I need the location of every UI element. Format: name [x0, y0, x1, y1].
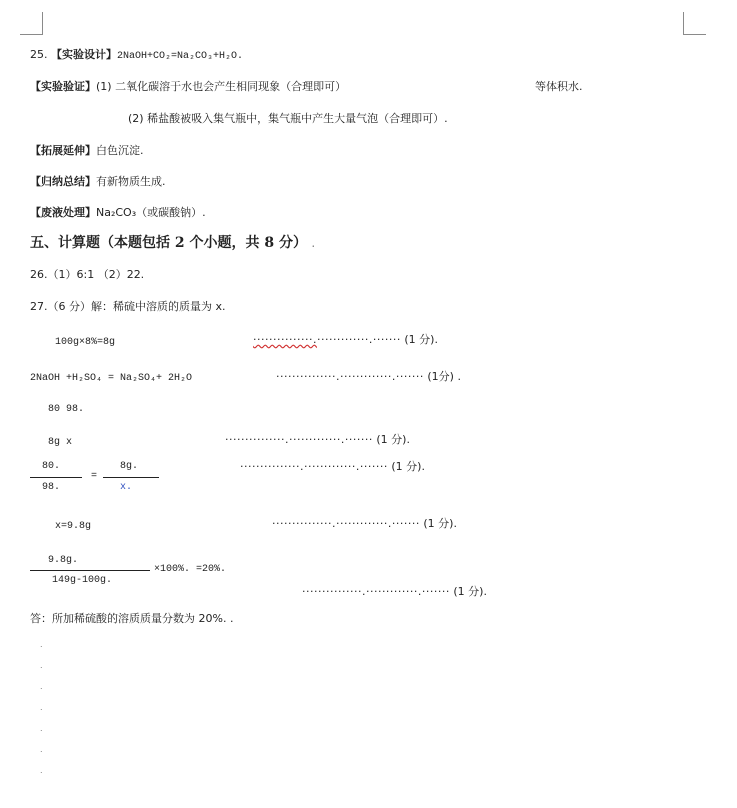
q25-design-text: 2NaOH+CO₂=Na₂CO₃+H₂O.	[117, 51, 244, 62]
leader-dots: ···············.	[225, 433, 289, 446]
q27-given-values: 8g x	[48, 437, 73, 448]
leader-dots: ·······	[391, 517, 420, 530]
paragraph-mark: .	[40, 745, 43, 754]
paragraph-mark: .	[311, 239, 315, 249]
q25-extend-line	[30, 144, 144, 158]
pct-tail: ×100%. =20%.	[154, 564, 227, 575]
q26-answer: 26.（1）6:1 （2）22.	[30, 268, 145, 281]
ratio-right-denominator: x.	[120, 482, 133, 493]
paragraph-mark: .	[40, 661, 43, 670]
q25-verify-line-2: (2) 稀盐酸被吸入集气瓶中，集气瓶中产生大量气泡（合理即可）.	[128, 112, 448, 125]
q25-number: 25.	[30, 48, 48, 61]
pct-bar	[30, 570, 150, 571]
q27-score-row-5	[272, 517, 457, 531]
ratio-left-numerator: 80.	[42, 461, 61, 472]
q27-score-row-4	[240, 460, 425, 474]
q25-waste-label: 【废液处理】	[30, 206, 96, 219]
leader-dots: ···············.	[240, 460, 304, 473]
q25-extend-label: 【拓展延伸】	[30, 144, 96, 157]
q25-verify-line-1	[30, 80, 346, 94]
score-label: (1 分).	[404, 333, 438, 346]
leader-dots: ·············.	[339, 370, 396, 383]
q27-result: x=9.8g	[55, 521, 92, 532]
score-label: (1分) .	[427, 370, 461, 383]
ratio-equals: =	[91, 471, 98, 482]
q27-score-row-2	[276, 370, 461, 384]
q25-verify-label: 【实验验证】	[30, 80, 96, 93]
leader-dots: ···············.	[302, 585, 366, 598]
leader-dots: ···············.	[276, 370, 340, 383]
score-label: (1 分).	[453, 585, 487, 598]
leader-dots: ···············.	[272, 517, 336, 530]
ratio-right-numerator: 8g.	[120, 461, 139, 472]
q25-summary-label: 【归纳总结】	[30, 175, 96, 188]
score-label: (1 分).	[376, 433, 410, 446]
leader-dots: ·······	[395, 370, 424, 383]
q25-verify-1: (1) 二氧化碳溶于水也会产生相同现象（合理即可）	[96, 80, 347, 93]
q25-design-line	[30, 48, 243, 64]
leader-dots: ·············.	[303, 460, 360, 473]
paragraph-mark: .	[40, 766, 43, 775]
q25-summary-line	[30, 175, 166, 189]
ratio-right-bar	[103, 477, 159, 478]
ratio-left-bar	[30, 477, 82, 478]
pct-denominator: 149g-100g.	[52, 575, 113, 586]
paragraph-mark: .	[40, 724, 43, 733]
leader-dots: ·············.	[365, 585, 422, 598]
score-label: (1 分).	[423, 517, 457, 530]
page-corner-top-left	[20, 12, 43, 35]
score-label: (1 分).	[391, 460, 425, 473]
q27-intro: 27.（6 分）解：稀硫中溶质的质量为 x.	[30, 300, 226, 313]
leader-dots: ·············.	[288, 433, 345, 446]
leader-dots: ·············.	[335, 517, 392, 530]
q27-final-answer: 答：所加稀硫酸的溶质质量分数为 20%. .	[30, 612, 234, 625]
q27-equation: 2NaOH +H₂SO₄ = Na₂SO₄+ 2H₂O	[30, 373, 193, 384]
paragraph-mark: .	[40, 640, 43, 649]
q27-score-row-3	[225, 433, 410, 447]
leader-dots: ·······	[372, 333, 401, 346]
pct-numerator: 9.8g.	[48, 555, 79, 566]
leader-dots: ·······	[344, 433, 373, 446]
q25-waste-line	[30, 206, 206, 220]
leader-dots: ·············.	[316, 333, 373, 346]
q27-molar-masses: 80 98.	[48, 404, 85, 415]
leader-dots: ···············.	[253, 333, 317, 346]
q25-summary-text: 有新物质生成.	[96, 175, 166, 188]
q25-verify-extra: 等体积水.	[535, 80, 583, 93]
paragraph-mark: .	[40, 703, 43, 712]
q27-solute-calc: 100g×8%=8g	[55, 337, 116, 348]
q27-score-row-6	[302, 585, 487, 599]
q27-score-row-1	[253, 333, 438, 347]
q25-extend-text: 白色沉淀.	[96, 144, 144, 157]
page-corner-top-right	[683, 12, 706, 35]
section-5-title-text: 五、计算题（本题包括 2 个小题，共 8 分）	[30, 235, 307, 251]
ratio-left-denominator: 98.	[42, 482, 61, 493]
paragraph-mark: .	[40, 682, 43, 691]
q25-design-label: 【实验设计】	[51, 48, 117, 61]
q25-waste-text: Na₂CO₃（或碳酸钠）.	[96, 206, 206, 219]
leader-dots: ·······	[421, 585, 450, 598]
section-5-title	[30, 234, 315, 253]
leader-dots: ·······	[359, 460, 388, 473]
